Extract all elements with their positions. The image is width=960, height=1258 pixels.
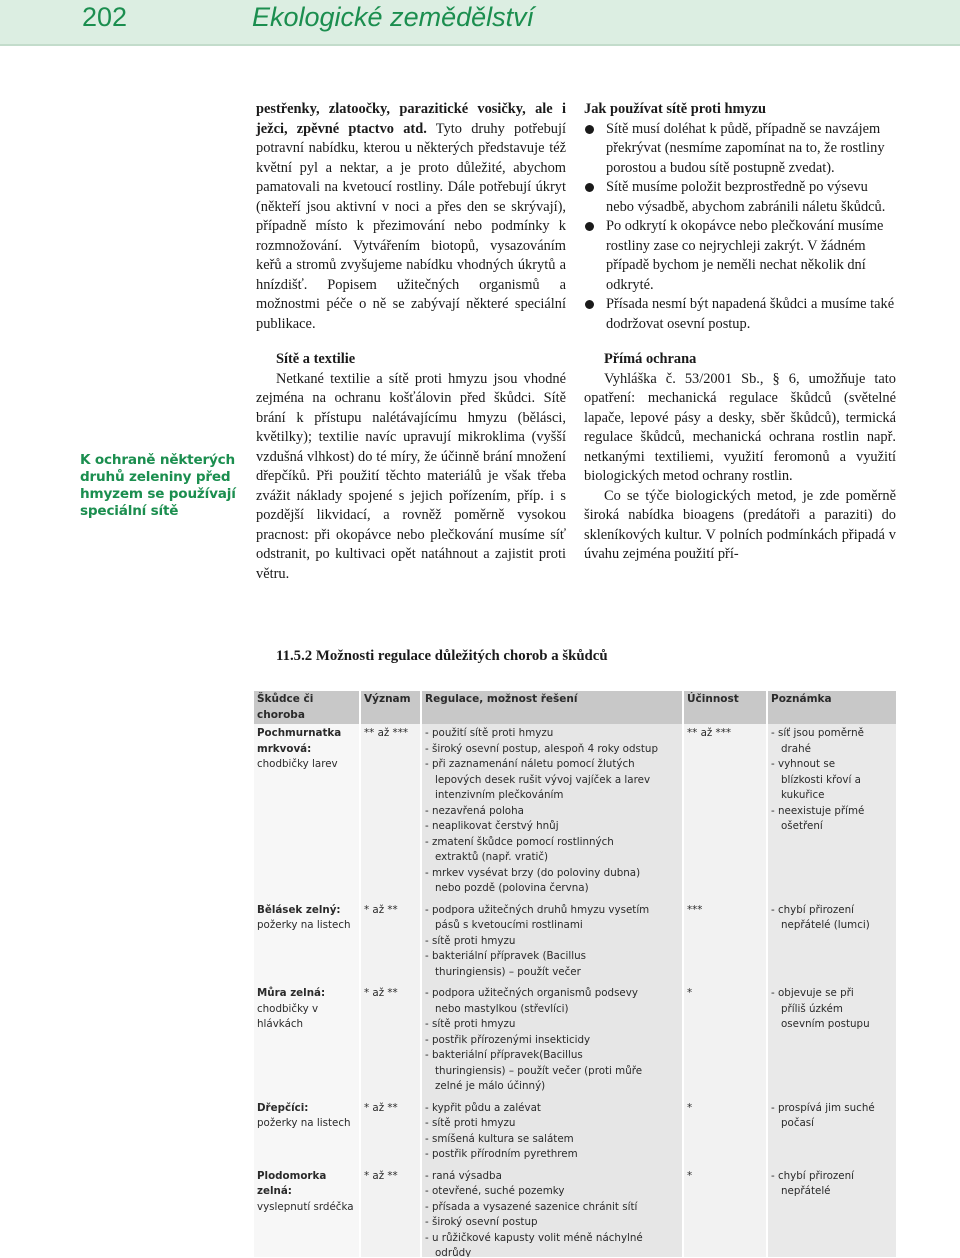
- column-header: Poznámka: [767, 691, 897, 724]
- regulation-line: - použití sítě proti hmyzu: [425, 727, 554, 739]
- effectiveness-cell: *: [683, 984, 767, 1099]
- column-header: Škůdce či choroba: [254, 691, 360, 724]
- pest-stage: vyslepnutí srdéčka: [257, 1200, 354, 1213]
- regulation-cell: [421, 984, 683, 1099]
- table-row: [254, 724, 897, 901]
- regulation-cell: [421, 1167, 683, 1258]
- bullet-item: Sítě musí doléhat k půdě, případně se navzájem překrývat (nesmíme zapomínat na to, že rostliny porostou a budou sítě postupně zvedat).: [584, 120, 896, 179]
- bullet-item: Přísada nesmí být napadená škůdci a musíme také dodržovat osevní postup.: [584, 295, 896, 334]
- regulation-line: - sítě proti hmyzu: [425, 1018, 516, 1030]
- regulation-line: pásů s kvetoucími rostlinami: [435, 919, 583, 931]
- regulation-line: - bakteriální přípravek (Bacillus: [425, 950, 586, 962]
- effectiveness-cell: ** až ***: [683, 724, 767, 901]
- table-row: [254, 984, 897, 1099]
- section-title: 11.5.2 Možnosti regulace důležitých chorob a škůdců: [276, 648, 608, 664]
- right-column: [584, 100, 896, 565]
- regulation-line: thuringiensis) – použít večer (proti můře: [435, 1064, 643, 1077]
- effectiveness-cell: ***: [683, 901, 767, 985]
- middle-column: [256, 100, 566, 584]
- note-cell: [767, 984, 897, 1099]
- regulation-line: - postřik přírodním pyrethrem: [425, 1148, 578, 1160]
- regulation-line: - mrkev vysévat brzy (do poloviny dubna): [425, 866, 641, 879]
- column-header: Regulace, možnost řešení: [421, 691, 683, 724]
- regulation-line: - nezavřená poloha: [425, 804, 524, 817]
- regulation-line: - při zaznamenání náletu pomocí žlutých: [425, 758, 635, 770]
- pest-cell: [254, 1167, 360, 1258]
- regulation-line: - otevřené, suché pozemky: [425, 1185, 565, 1197]
- lead-text: Tyto druhy potřebují potravní nabídku, kterou u některých představuje též květní pyl a nektar, a je proto důležité, abychom pamatovali na kvetoucí rostliny. Dále potřebují úkryt (někteří jsou aktivní v noci a přes den se skrývají), případně místo k přezimování nebo podmínky k rozmnožování. Vytvářením biotopů, vysazováním keřů a stromů zvyšujeme nabídku vhodných úkrytů a hnízdišť. Popisem užitečných organismů a možnostmi péče o ně se zabývají některé speciální publikace.: [256, 120, 566, 332]
- regulation-line: zelné je málo účinný): [435, 1080, 546, 1092]
- note-line: - neexistuje přímé: [771, 804, 865, 817]
- right-heading: Jak používat sítě proti hmyzu: [584, 101, 767, 117]
- importance-cell: * až **: [360, 984, 421, 1099]
- pest-cell: [254, 724, 360, 901]
- pest-name: Dřepčíci:: [257, 1101, 309, 1114]
- regulation-line: - postřik přírozenými insekticidy: [425, 1033, 591, 1046]
- regulation-line: thuringiensis) – použít večer: [435, 965, 581, 978]
- regulation-line: - široký osevní postup, alespoň 4 roky odstup: [425, 742, 658, 755]
- pest-stage: požerky na listech: [257, 919, 351, 931]
- note-cell: [767, 1167, 897, 1258]
- note-line: příliš úzkém: [781, 1002, 843, 1015]
- regulation-line: - podpora užitečných druhů hmyzu vysetím: [425, 903, 650, 916]
- biological-methods-paragraph: Co se týče biologických metod, je zde poměrně široká nabídka bioagens (predátoři a paraziti) do skleníkových kultur. V polních podmínkách připadá v úvahu zejména použití pří-: [584, 487, 896, 562]
- pest-name: Pochmurnatka mrkvová:: [257, 727, 342, 755]
- lead-bold-text: pestřenky, zlatoočky, parazitické vosičky, ale i ježci, zpěvné ptactvo atd.: [256, 101, 566, 137]
- pest-cell: [254, 984, 360, 1099]
- regulation-line: nebo pozdě (polovina června): [435, 882, 589, 894]
- effectiveness-cell: *: [683, 1167, 767, 1258]
- regulation-line: odrůdy: [435, 1247, 472, 1257]
- importance-cell: * až **: [360, 901, 421, 985]
- regulation-line: extraktů (např. vratič): [435, 851, 549, 863]
- regulation-cell: [421, 901, 683, 985]
- bullet-list: [584, 120, 896, 335]
- column-header: Účinnost: [683, 691, 767, 724]
- importance-cell: * až **: [360, 1167, 421, 1258]
- note-line: - prospívá jim suché: [771, 1101, 875, 1114]
- header-band: [0, 0, 960, 46]
- regulation-line: - podpora užitečných organismů podsevy: [425, 987, 638, 999]
- pest-cell: [254, 1099, 360, 1167]
- table-body: [254, 724, 897, 1257]
- note-line: počasí: [781, 1117, 815, 1129]
- subheading-nets: Sítě a textilie: [276, 351, 356, 367]
- note-line: nepřátelé (lumci): [781, 919, 870, 931]
- note-line: drahé: [781, 742, 811, 755]
- bullet-item: Po odkrytí k okopávce nebo plečkování musíme rostliny zase co nejrychleji zakrýt. V žádném případě bychom je neměli nechat několik dní odkryté.: [584, 217, 896, 295]
- pest-table-wrapper: [254, 691, 897, 1257]
- table-row: [254, 1099, 897, 1167]
- regulation-line: intenzivním plečkováním: [435, 789, 564, 801]
- regulation-line: lepových desek rušit vývoj vajíček a larev: [435, 773, 651, 786]
- note-cell: [767, 1099, 897, 1167]
- pest-name: Můra zelná:: [257, 987, 326, 999]
- column-header: Význam: [360, 691, 421, 724]
- regulation-line: - zmatení škůdce pomocí rostlinných: [425, 835, 614, 848]
- note-line: kukuřice: [781, 789, 825, 801]
- regulation-line: nebo mastylkou (střevlíci): [435, 1002, 569, 1015]
- regulation-line: - přísada a vysazené sazenice chránit sítí: [425, 1200, 638, 1213]
- regulation-line: - sítě proti hmyzu: [425, 934, 516, 947]
- pest-table: [254, 691, 897, 1257]
- pest-cell: [254, 901, 360, 985]
- regulation-line: - široký osevní postup: [425, 1216, 538, 1228]
- note-line: - vyhnout se: [771, 758, 836, 770]
- importance-cell: ** až ***: [360, 724, 421, 901]
- pest-name: Plodomorka zelná:: [257, 1169, 327, 1197]
- regulation-cell: [421, 1099, 683, 1167]
- note-line: - objevuje se při: [771, 987, 854, 999]
- bullet-item: Sítě musíme položit bezprostředně po výsevu nebo výsadbě, abychom zabránili náletu škůdců.: [584, 178, 896, 217]
- sidebar-note: K ochraně některých druhů zeleniny před hmyzem se používají speciální sítě: [80, 452, 236, 519]
- page-number: 202: [82, 2, 128, 32]
- regulation-line: - kypřit půdu a zalévat: [425, 1101, 541, 1114]
- nets-paragraph: Netkané textilie a sítě proti hmyzu jsou vhodné zejména na ochranu košťálovin před škůdci. Sítě brání k přístupu nalétávajícímu hmyzu (bělásci, květilky); textilie navíc upravují mikroklima (vyšší vzdušná vlhkost) do té míry, že účinně brání množení dřepčíků. Při použití těchto materiálů je však třeba zvážit náklady spojené s jejich pořízením, příp. i s pozdější likvidací, a rovněž poměrně vysokou pracnost: při okopávce nebo plečkování musíme síť odstranit, po kultivaci opět natáhnout a zajistit proti větru.: [256, 370, 566, 582]
- note-line: - síť jsou poměrně: [771, 727, 864, 739]
- note-cell: [767, 724, 897, 901]
- note-line: osevním postupu: [781, 1018, 870, 1030]
- middle-lead-paragraph: [256, 100, 566, 334]
- regulation-line: - u růžičkové kapusty volit méně náchylné: [425, 1231, 643, 1244]
- note-line: nepřátelé: [781, 1185, 831, 1197]
- note-cell: [767, 901, 897, 985]
- direct-protection-paragraph: Vyhláška č. 53/2001 Sb., § 6, umožňuje tato opatření: mechanická regulace škůdců (světelné lapače, lepové pásy a desky, sběr škůdců), termická regulace škůdců, mechanická ochrana rostlin např. netkanými textiliemi, využití feromonů a využití biologických metod ochrany rostlin.: [584, 370, 896, 484]
- regulation-line: - sítě proti hmyzu: [425, 1117, 516, 1129]
- regulation-line: - smíšená kultura se salátem: [425, 1132, 574, 1145]
- pest-stage: chodbičky v hlávkách: [257, 1002, 319, 1030]
- pest-stage: požerky na listech: [257, 1117, 351, 1129]
- regulation-line: - raná výsadba: [425, 1169, 502, 1182]
- effectiveness-cell: *: [683, 1099, 767, 1167]
- note-line: - chybí přirození: [771, 903, 855, 916]
- note-line: - chybí přirození: [771, 1169, 855, 1182]
- subheading-direct-protection: Přímá ochrana: [604, 351, 697, 367]
- note-line: ošetření: [781, 820, 823, 832]
- pest-stage: chodbičky larev: [257, 758, 338, 770]
- importance-cell: * až **: [360, 1099, 421, 1167]
- header-title: Ekologické zemědělství: [252, 2, 535, 32]
- note-line: blízkosti křoví a: [781, 773, 861, 786]
- pest-name: Bělásek zelný:: [257, 903, 341, 916]
- table-row: [254, 1167, 897, 1258]
- regulation-cell: [421, 724, 683, 901]
- table-row: [254, 901, 897, 985]
- table-header-row: [254, 691, 897, 724]
- regulation-line: - neaplikovat čerstvý hnůj: [425, 820, 559, 832]
- regulation-line: - bakteriální přípravek(Bacillus: [425, 1049, 583, 1061]
